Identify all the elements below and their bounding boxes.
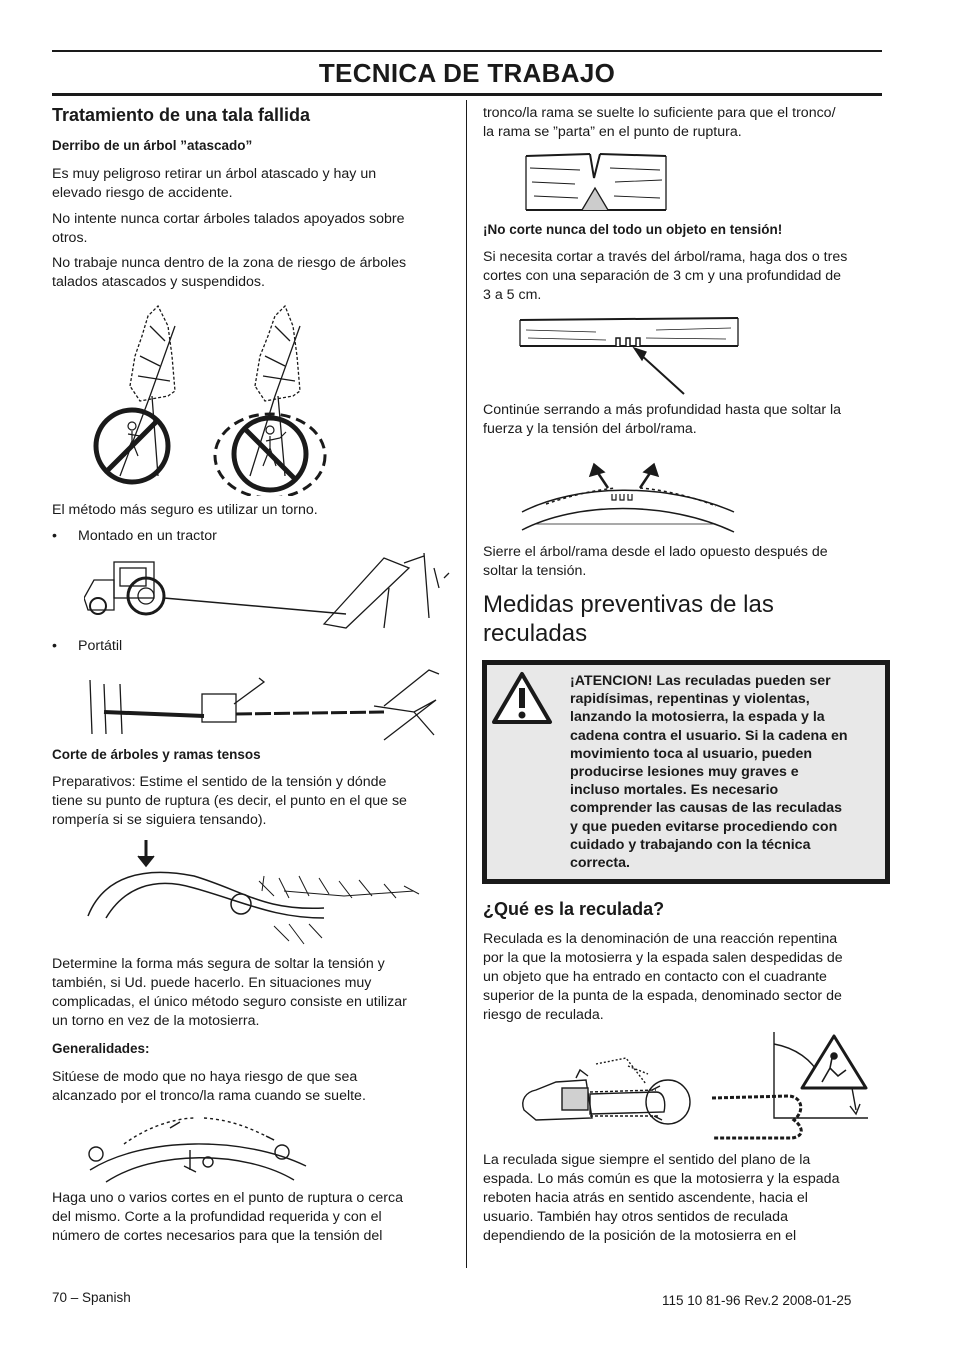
paragraph: Preparativos: Estime el sentido de la tensión y dónde tiene su punto de ruptura (es decir, el punto en el que se rompería si se siguiera tensando). [52, 774, 407, 828]
subheading-tensos: Corte de árboles y ramas tensos [52, 747, 261, 762]
shallow-cuts-illustration [516, 312, 742, 404]
paragraph: Si necesita cortar a través del árbol/rama, haga dos o tres cortes con una separación de 3 cm y una profundidad de 3 a 5 cm. [483, 249, 848, 303]
title-rule [52, 93, 882, 96]
kickback-warning-icon [802, 1036, 866, 1088]
subheading-no-cortar: ¡No corte nunca del todo un objeto en tensión! [483, 222, 783, 237]
paragraph: Es muy peligroso retirar un árbol atascado y hay un elevado riesgo de accidente. [52, 166, 377, 201]
paragraph: Haga uno o varios cortes en el punto de ruptura o cerca del mismo. Corte a la profundidad requerida y con el número de cortes necesarios para que la tensión del [52, 1190, 403, 1244]
log-cut-illustration [520, 148, 670, 216]
page-title: TECNICA DE TRABAJO [318, 58, 616, 88]
footer-doc-id: 115 10 81-96 Rev.2 2008-01-25 [662, 1293, 852, 1308]
portable-winch-illustration [84, 660, 456, 744]
paragraph: Sierre el árbol/rama desde el lado opuesto después de soltar la tensión. [483, 544, 828, 579]
subheading-arbol-atascado: Derribo de un árbol ”atascado” [52, 138, 253, 153]
section-heading-tala-fallida: Tratamiento de una tala fallida [52, 105, 311, 125]
stuck-tree-prohibited-illustration [80, 296, 340, 496]
paragraph: Determine la forma más segura de soltar la tensión y también, si Ud. puede hacerlo. En situaciones muy complicadas, el único método seguro consiste en utilizar un torno en vez de la motosierra. [52, 956, 407, 1029]
list-item: • Montado en un tractor [52, 528, 217, 544]
column-divider [466, 100, 467, 1268]
kickback-zone-illustration [516, 1030, 876, 1142]
list-item: • Portátil [52, 638, 123, 654]
footer-page-number: 70 – Spanish [52, 1290, 131, 1305]
paragraph: No trabaje nunca dentro de la zona de riesgo de árboles talados atascados y suspendidos. [52, 255, 407, 290]
paragraph-torno: El método más seguro es utilizar un torno. [52, 502, 318, 518]
section-heading-medidas: Medidas preventivas de las reculadas [483, 591, 774, 647]
release-tension-illustration [516, 460, 742, 544]
paragraph: Sitúese de modo que no haya riesgo de que sea alcanzado por el tronco/la rama cuando se suelte. [52, 1069, 366, 1104]
tensioned-branch-illustration [84, 836, 429, 952]
arched-log-position-illustration [84, 1110, 314, 1186]
warning-text: ¡ATENCION! Las reculadas pueden ser rapidísimas, repentinas y violentas, lanzando la motosierra, la espada y la cadena contra el usuario. Si la cadena en movimiento toca al usuario, pueden producirse lesiones muy graves e incluso mortales. Es necesario comprender las causas de las reculadas y que pueden evitarse procediendo con cuidado y trabajando con la técnica correcta. [570, 673, 848, 872]
paragraph: La reculada sigue siempre el sentido del plano de la espada. Lo más común es que la motosierra y la espada reboten hacia atrás en sentido ascendente, hacia el usuario. También hay otros sentidos de reculada dependiendo de la posición de la motosierra en el [483, 1152, 840, 1244]
paragraph: tronco/la rama se suelte lo suficiente para que el tronco/ la rama se ”parta” en el punto de ruptura. [483, 105, 836, 140]
paragraph: No intente nunca cortar árboles talados apoyados sobre otros. [52, 211, 405, 246]
paragraph: Continúe serrando a más profundidad hasta que soltar la fuerza y la tensión del árbol/rama. [483, 402, 842, 437]
tractor-winch-illustration [84, 548, 456, 632]
paragraph: Reculada es la denominación de una reacción repentina por la que la motosierra y la espada salen despedidas de un objeto que ha entrado en contacto con el cuadrante superior de la punta de la espada, denominado sector de riesgo de reculada. [483, 931, 843, 1023]
top-rule [52, 50, 882, 52]
warning-triangle-icon [490, 670, 554, 726]
subheading-generalidades: Generalidades: [52, 1041, 150, 1056]
subsection-heading-que-es: ¿Qué es la reculada? [483, 899, 665, 919]
